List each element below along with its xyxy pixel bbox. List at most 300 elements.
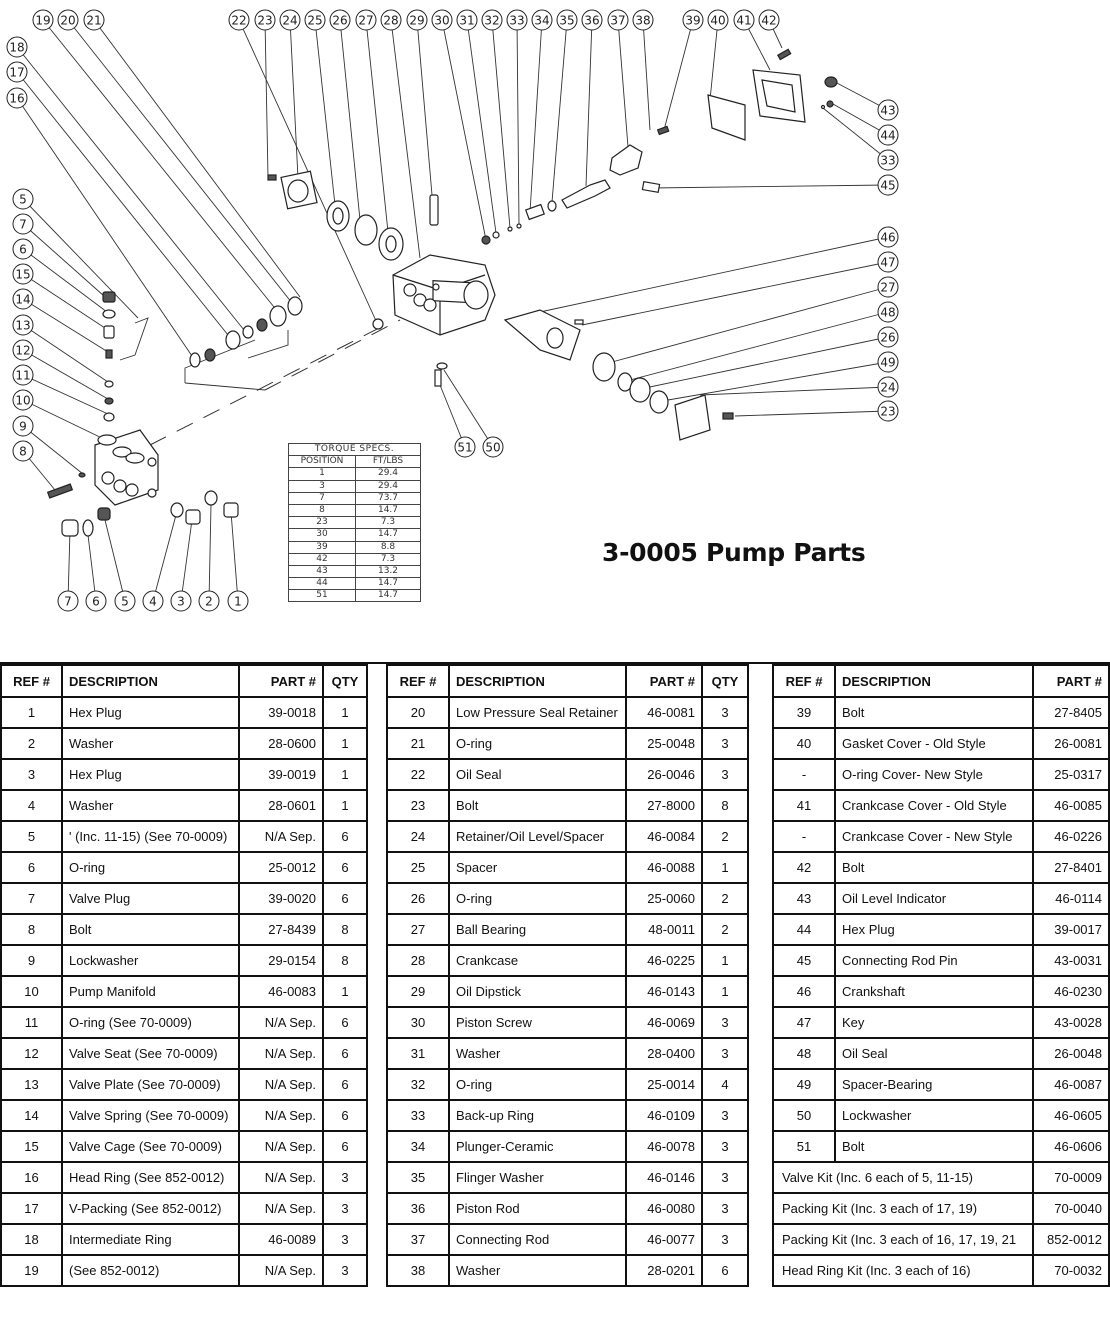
svg-text:34: 34 — [534, 13, 550, 28]
part-number: 25-0012 — [239, 852, 323, 883]
table-row — [773, 914, 1109, 945]
part-description: O-ring (See 70-0009) — [62, 1007, 239, 1038]
kit-row — [773, 1255, 1109, 1286]
torque-value: 29.4 — [356, 468, 421, 480]
part-number: 43-0031 — [1033, 945, 1109, 976]
table-row — [387, 1007, 748, 1038]
table-row — [1, 1255, 367, 1286]
ref-number: 3 — [1, 759, 62, 790]
quantity: 3 — [702, 1193, 748, 1224]
svg-text:50: 50 — [485, 440, 501, 455]
table-row — [773, 976, 1109, 1007]
part-number: 46-0081 — [626, 697, 702, 728]
leader-line — [23, 350, 108, 399]
table-row — [387, 914, 748, 945]
torque-position: 51 — [289, 590, 356, 602]
table-row — [1, 759, 367, 790]
part-number: 28-0600 — [239, 728, 323, 759]
torque-value: 14.7 — [356, 578, 421, 590]
part-description: Hex Plug — [835, 914, 1033, 945]
torque-value: 8.8 — [356, 541, 421, 553]
part-number: N/A Sep. — [239, 1255, 323, 1286]
callout-47 — [878, 252, 898, 272]
ref-number: 32 — [387, 1069, 449, 1100]
ref-number: 41 — [773, 790, 835, 821]
part-number: 46-0146 — [626, 1162, 702, 1193]
callout-14 — [13, 289, 33, 309]
part-description: Oil Level Indicator — [835, 883, 1033, 914]
part-description: Connecting Rod Pin — [835, 945, 1033, 976]
part-number: N/A Sep. — [239, 1193, 323, 1224]
part-number: N/A Sep. — [239, 1038, 323, 1069]
torque-row — [289, 590, 421, 602]
callout-17 — [7, 62, 27, 82]
part-description: Connecting Rod — [449, 1224, 626, 1255]
part-number: 39-0019 — [239, 759, 323, 790]
quantity: 1 — [323, 976, 367, 1007]
table-row — [387, 945, 748, 976]
part-number: 39-0018 — [239, 697, 323, 728]
quantity: 2 — [702, 914, 748, 945]
part-description: Valve Plug — [62, 883, 239, 914]
table-row — [387, 1193, 748, 1224]
leader-line — [735, 411, 888, 416]
part-description: Retainer/Oil Level/Spacer — [449, 821, 626, 852]
ref-number: 45 — [773, 945, 835, 976]
part-description: Washer — [62, 728, 239, 759]
svg-text:17: 17 — [9, 65, 25, 80]
ref-number: 8 — [1, 914, 62, 945]
callout-36 — [582, 10, 602, 30]
svg-text:20: 20 — [60, 13, 76, 28]
svg-text:48: 48 — [880, 305, 896, 320]
header-description: DESCRIPTION — [449, 665, 626, 697]
leader-line — [17, 72, 228, 335]
callout-26 — [878, 327, 898, 347]
svg-text:1: 1 — [234, 594, 242, 609]
leader-line — [517, 20, 519, 224]
page-title: 3-0005 Pump Parts — [602, 538, 866, 567]
table-row — [773, 1038, 1109, 1069]
callout-33 — [507, 10, 527, 30]
svg-text:8: 8 — [19, 444, 27, 459]
leader-line — [643, 20, 650, 130]
callout-28 — [381, 10, 401, 30]
torque-position: 42 — [289, 553, 356, 565]
table-row — [387, 697, 748, 728]
part-description: Hex Plug — [62, 759, 239, 790]
svg-text:2: 2 — [205, 594, 213, 609]
torque-header-ftlbs: FT/LBS — [356, 456, 421, 468]
callout-23 — [878, 401, 898, 421]
svg-text:23: 23 — [880, 404, 896, 419]
quantity: 6 — [323, 1069, 367, 1100]
callout-34 — [532, 10, 552, 30]
part-number: 29-0154 — [239, 945, 323, 976]
torque-position: 3 — [289, 480, 356, 492]
part-number: 46-0083 — [239, 976, 323, 1007]
ref-number: 50 — [773, 1100, 835, 1131]
svg-text:39: 39 — [685, 13, 701, 28]
table-row — [387, 1069, 748, 1100]
part-description: Valve Seat (See 70-0009) — [62, 1038, 239, 1069]
ref-number: 4 — [1, 790, 62, 821]
callout-40 — [708, 10, 728, 30]
torque-row — [289, 578, 421, 590]
assembly-axis-2 — [265, 320, 400, 390]
svg-text:19: 19 — [35, 13, 51, 28]
torque-position: 39 — [289, 541, 356, 553]
quantity: 2 — [702, 821, 748, 852]
part-description: Bolt — [62, 914, 239, 945]
torque-value: 7.3 — [356, 553, 421, 565]
quantity: 2 — [702, 883, 748, 914]
torque-position: 7 — [289, 492, 356, 504]
part-number: N/A Sep. — [239, 1162, 323, 1193]
svg-text:5: 5 — [121, 594, 129, 609]
svg-text:16: 16 — [9, 91, 25, 106]
ref-number: 29 — [387, 976, 449, 1007]
part-number: 28-0601 — [239, 790, 323, 821]
ref-number: 6 — [1, 852, 62, 883]
header-part: PART # — [1033, 665, 1109, 697]
pump-manifold — [95, 430, 158, 505]
svg-text:6: 6 — [92, 594, 100, 609]
ref-number: 36 — [387, 1193, 449, 1224]
part-description: Piston Screw — [449, 1007, 626, 1038]
part-number: 46-0089 — [239, 1224, 323, 1255]
part-number: 39-0020 — [239, 883, 323, 914]
table-row — [1, 883, 367, 914]
leader-line — [265, 20, 268, 177]
table-row — [1, 697, 367, 728]
leader-line — [340, 20, 360, 220]
svg-text:6: 6 — [19, 242, 27, 257]
svg-text:22: 22 — [231, 13, 247, 28]
part-number: 46-0085 — [1033, 790, 1109, 821]
leader-line — [645, 337, 888, 388]
part-number: N/A Sep. — [239, 1100, 323, 1131]
leader-line — [104, 516, 125, 601]
svg-text:51: 51 — [457, 440, 473, 455]
kit-part-number: 70-0032 — [1033, 1255, 1109, 1286]
header-description: DESCRIPTION — [835, 665, 1033, 697]
leader-line — [181, 520, 192, 601]
part-number: 46-0109 — [626, 1100, 702, 1131]
part-number: 46-0230 — [1033, 976, 1109, 1007]
part-number: 46-0225 — [626, 945, 702, 976]
part-number: 26-0046 — [626, 759, 702, 790]
svg-text:46: 46 — [880, 230, 896, 245]
part-number: 46-0143 — [626, 976, 702, 1007]
ref-number: 35 — [387, 1162, 449, 1193]
callout-37 — [608, 10, 628, 30]
crankshaft — [505, 310, 580, 360]
part-description: Key — [835, 1007, 1033, 1038]
callout-12 — [13, 340, 33, 360]
torque-value: 14.7 — [356, 529, 421, 541]
callout-45 — [878, 175, 898, 195]
ref-number: 47 — [773, 1007, 835, 1038]
svg-text:40: 40 — [710, 13, 726, 28]
table-row — [1, 1162, 367, 1193]
part-description: Oil Dipstick — [449, 976, 626, 1007]
svg-text:13: 13 — [15, 318, 31, 333]
leader-line — [231, 512, 238, 601]
table-row — [1, 976, 367, 1007]
ref-number: 10 — [1, 976, 62, 1007]
callout-4 — [143, 591, 163, 611]
part-number: 48-0011 — [626, 914, 702, 945]
part-number: 46-0606 — [1033, 1131, 1109, 1162]
part-description: O-ring — [62, 852, 239, 883]
torque-row — [289, 541, 421, 553]
part-description: Ball Bearing — [449, 914, 626, 945]
callout-35 — [557, 10, 577, 30]
table-row — [1, 821, 367, 852]
svg-text:41: 41 — [736, 13, 752, 28]
svg-text:35: 35 — [559, 13, 575, 28]
ref-number: 11 — [1, 1007, 62, 1038]
torque-row — [289, 553, 421, 565]
part-number: 28-0400 — [626, 1038, 702, 1069]
part-description: Valve Spring (See 70-0009) — [62, 1100, 239, 1131]
quantity: 3 — [702, 1224, 748, 1255]
part-description: Plunger-Ceramic — [449, 1131, 626, 1162]
quantity: 3 — [323, 1162, 367, 1193]
callout-41 — [734, 10, 754, 30]
part-number: 27-8000 — [626, 790, 702, 821]
svg-text:49: 49 — [880, 355, 896, 370]
table-row — [773, 852, 1109, 883]
table-row — [387, 728, 748, 759]
leader-line — [586, 20, 592, 186]
table-row — [387, 1131, 748, 1162]
part-number: 27-8405 — [1033, 697, 1109, 728]
kit-part-number: 70-0009 — [1033, 1162, 1109, 1193]
kit-description: Valve Kit (Inc. 6 each of 5, 11-15) — [773, 1162, 1033, 1193]
callout-6 — [13, 239, 33, 259]
table-row — [1, 1224, 367, 1255]
svg-text:29: 29 — [409, 13, 425, 28]
part-description: Crankcase Cover - Old Style — [835, 790, 1033, 821]
header-part: PART # — [239, 665, 323, 697]
quantity: 1 — [702, 976, 748, 1007]
table-row — [773, 1069, 1109, 1100]
quantity: 8 — [323, 945, 367, 976]
quantity: 3 — [702, 759, 748, 790]
ref-number: 18 — [1, 1224, 62, 1255]
quantity: 8 — [702, 790, 748, 821]
kit-part-number: 852-0012 — [1033, 1224, 1109, 1255]
torque-row — [289, 468, 421, 480]
callout-7 — [58, 591, 78, 611]
ref-number: 16 — [1, 1162, 62, 1193]
svg-text:33: 33 — [880, 153, 896, 168]
kit-description: Packing Kit (Inc. 3 each of 16, 17, 19, 21 — [773, 1224, 1033, 1255]
svg-text:7: 7 — [64, 594, 72, 609]
svg-text:23: 23 — [257, 13, 273, 28]
callout-48 — [878, 302, 898, 322]
header-ref: REF # — [387, 665, 449, 697]
torque-position: 23 — [289, 517, 356, 529]
part-number: 46-0084 — [626, 821, 702, 852]
quantity: 3 — [702, 1100, 748, 1131]
torque-row — [289, 504, 421, 516]
leader-line — [442, 20, 486, 240]
torque-value: 14.7 — [356, 590, 421, 602]
ref-number: - — [773, 821, 835, 852]
part-description: Intermediate Ring — [62, 1224, 239, 1255]
diagram-parts — [48, 49, 837, 536]
callout-21 — [84, 10, 104, 30]
ref-number: 33 — [387, 1100, 449, 1131]
kit-row — [773, 1193, 1109, 1224]
quantity: 1 — [323, 759, 367, 790]
leader-line — [23, 325, 108, 382]
part-number: 46-0114 — [1033, 883, 1109, 914]
table-row — [1, 1193, 367, 1224]
table-row — [1, 1069, 367, 1100]
part-number: 25-0014 — [626, 1069, 702, 1100]
svg-text:32: 32 — [484, 13, 500, 28]
callout-5 — [13, 189, 33, 209]
quantity: 6 — [323, 821, 367, 852]
part-description: Crankcase — [449, 945, 626, 976]
ref-number: 43 — [773, 883, 835, 914]
part-number: 46-0080 — [626, 1193, 702, 1224]
svg-text:12: 12 — [15, 343, 31, 358]
quantity: 3 — [323, 1193, 367, 1224]
svg-text:28: 28 — [383, 13, 399, 28]
header-ref: REF # — [773, 665, 835, 697]
torque-specs-table — [288, 443, 421, 602]
part-description: Hex Plug — [62, 697, 239, 728]
callout-1 — [228, 591, 248, 611]
callout-3 — [171, 591, 191, 611]
part-description: V-Packing (See 852-0012) — [62, 1193, 239, 1224]
ref-number: 21 — [387, 728, 449, 759]
part-description: ' (Inc. 11-15) (See 70-0009) — [62, 821, 239, 852]
quantity: 1 — [323, 790, 367, 821]
part-description: Gasket Cover - Old Style — [835, 728, 1033, 759]
callout-39 — [683, 10, 703, 30]
quantity: 3 — [702, 697, 748, 728]
assembly-axis — [150, 325, 385, 445]
ref-number: 40 — [773, 728, 835, 759]
svg-text:27: 27 — [358, 13, 374, 28]
part-description: (See 852-0012) — [62, 1255, 239, 1286]
part-description: Lockwasher — [62, 945, 239, 976]
quantity: 3 — [702, 1162, 748, 1193]
ref-number: 49 — [773, 1069, 835, 1100]
svg-text:30: 30 — [434, 13, 450, 28]
part-description: O-ring Cover- New Style — [835, 759, 1033, 790]
callout-44 — [878, 125, 898, 145]
table-row — [773, 790, 1109, 821]
parts-table-col-3 — [772, 664, 1110, 1287]
leader-line — [391, 20, 420, 258]
leader-line — [43, 20, 278, 312]
part-description: Bolt — [835, 697, 1033, 728]
part-number: 46-0605 — [1033, 1100, 1109, 1131]
torque-row — [289, 492, 421, 504]
leader-line — [467, 20, 496, 233]
part-description: Washer — [449, 1038, 626, 1069]
callout-27 — [356, 10, 376, 30]
torque-rows — [289, 468, 421, 602]
part-number: 39-0017 — [1033, 914, 1109, 945]
callout-29 — [407, 10, 427, 30]
table-row — [773, 883, 1109, 914]
ref-number: 2 — [1, 728, 62, 759]
ref-number: 48 — [773, 1038, 835, 1069]
ref-number: 26 — [387, 883, 449, 914]
part-description: Spacer — [449, 852, 626, 883]
ref-number: 15 — [1, 1131, 62, 1162]
part-description: Bolt — [449, 790, 626, 821]
leader-line — [366, 20, 388, 232]
ref-number: 17 — [1, 1193, 62, 1224]
quantity: 1 — [323, 728, 367, 759]
callout-7 — [13, 214, 33, 234]
callout-2 — [199, 591, 219, 611]
svg-text:26: 26 — [880, 330, 896, 345]
part-number: 28-0201 — [626, 1255, 702, 1286]
ref-number: 5 — [1, 821, 62, 852]
svg-text:42: 42 — [761, 13, 777, 28]
leader-line — [23, 375, 108, 414]
svg-text:24: 24 — [282, 13, 298, 28]
svg-text:4: 4 — [149, 594, 157, 609]
torque-position: 1 — [289, 468, 356, 480]
ref-number: 24 — [387, 821, 449, 852]
leader-line — [700, 387, 888, 395]
part-description: Crankcase Cover - New Style — [835, 821, 1033, 852]
leader-line — [23, 274, 108, 330]
ref-number: 20 — [387, 697, 449, 728]
kit-part-number: 70-0040 — [1033, 1193, 1109, 1224]
callout-42 — [759, 10, 779, 30]
part-number: 26-0048 — [1033, 1038, 1109, 1069]
callout-23 — [255, 10, 275, 30]
part-number: 46-0226 — [1033, 821, 1109, 852]
callout-5 — [115, 591, 135, 611]
svg-text:38: 38 — [635, 13, 651, 28]
part-number: 27-8439 — [239, 914, 323, 945]
ref-number: 12 — [1, 1038, 62, 1069]
callout-26 — [330, 10, 350, 30]
table-row — [387, 1162, 748, 1193]
ref-number: 7 — [1, 883, 62, 914]
part-number: 25-0317 — [1033, 759, 1109, 790]
table-row — [1, 1007, 367, 1038]
quantity: 6 — [323, 1038, 367, 1069]
leader-line — [23, 299, 108, 352]
part-number: 25-0048 — [626, 728, 702, 759]
svg-text:18: 18 — [9, 40, 25, 55]
table-row — [1, 1038, 367, 1069]
torque-row — [289, 529, 421, 541]
header-ref: REF # — [1, 665, 62, 697]
part-number: 46-0088 — [626, 852, 702, 883]
quantity: 6 — [323, 852, 367, 883]
svg-text:33: 33 — [509, 13, 525, 28]
table-row — [1, 1100, 367, 1131]
table-row — [387, 790, 748, 821]
ref-number: 51 — [773, 1131, 835, 1162]
kit-row — [773, 1162, 1109, 1193]
